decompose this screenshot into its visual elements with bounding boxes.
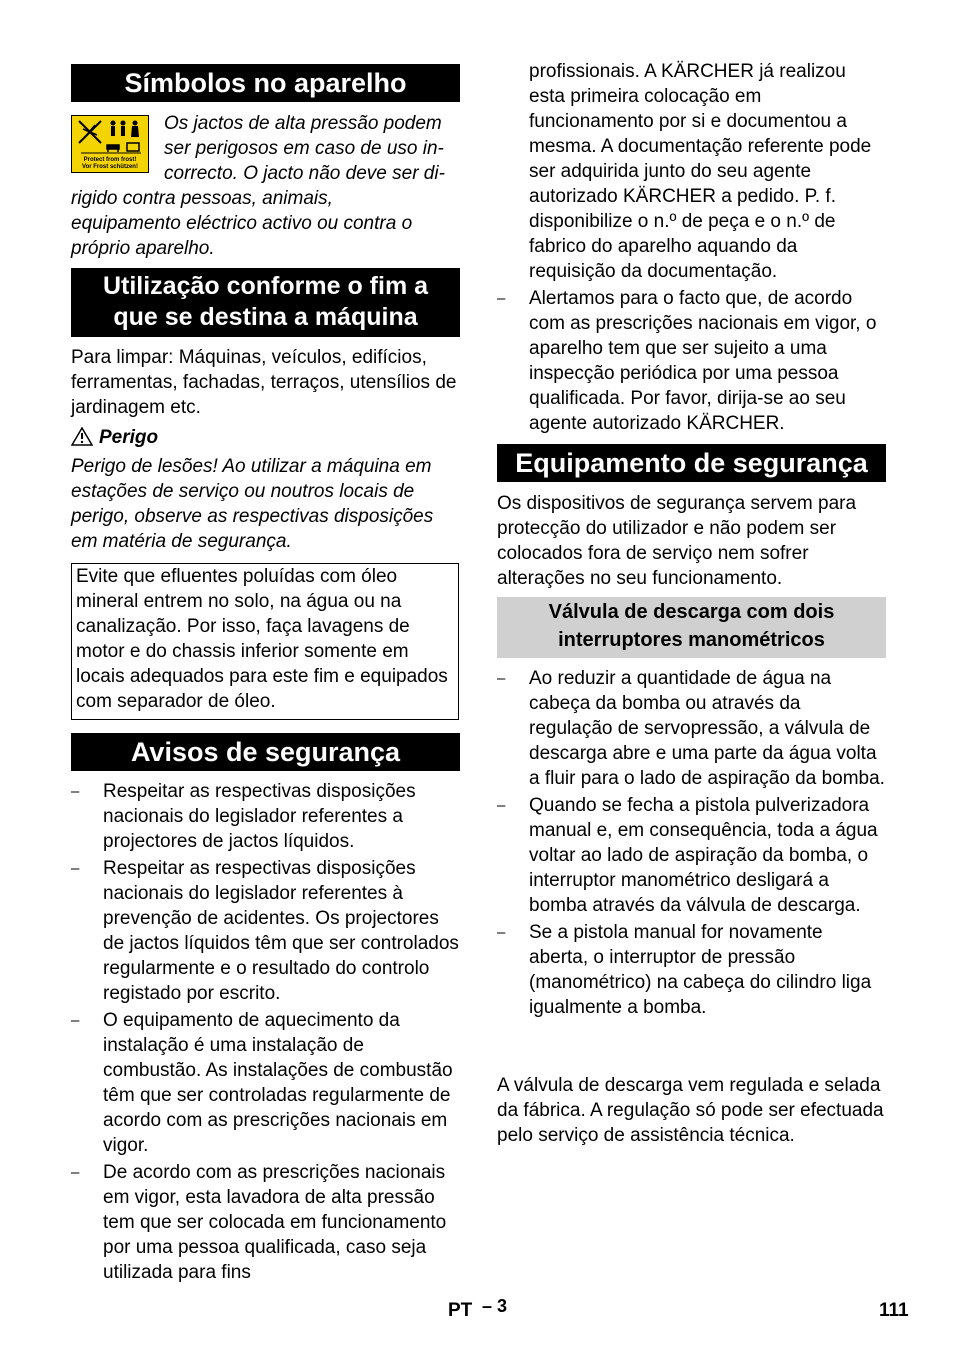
symbols-text-line-6: próprio aparelho. [71,238,215,259]
valve-heading-line-2: interruptores manométricos [558,629,825,651]
continuation-list [497,286,886,438]
valve-heading [497,597,886,658]
list-item: – Respeitar as respectivas disposições nacionais do legislador referentes à prevenção de acidentes. Os projectores de jactos líquidos têm que ser controlados regularmente e o resultado do controlo registado por escrito. [71,856,460,1006]
valve-heading-line-1: Válvula de descarga com dois [548,601,835,623]
symbols-text-line-2: ser perigosos em caso de uso in- [164,138,444,159]
list-item: – Quando se fecha a pistola pulverizadora manual e, em consequência, toda a água voltar ao lado de aspiração da bomba, o interruptor manométrico desligará a bomba através da válvula de descarga. [497,793,886,918]
usage-heading-line-2: que se destina a máquina [113,303,418,331]
footer-page-section: – 3 [482,1296,508,1316]
symbols-text-line-5: equipamento eléctrico activo ou contra o [71,213,413,234]
footer-lang: PT [448,1300,473,1321]
environment-note-box [71,563,459,720]
svg-text:Protect from frost!: Protect from frost! [83,157,137,163]
svg-text:Vor Frost schützen!: Vor Frost schützen! [82,164,138,170]
list-item: – Se a pistola manual for novamente aberta, o interruptor de pressão (manométrico) na cabeça do cilindro liga igualmente a bomba. [497,920,886,1020]
usage-heading-line-1: Utilização conforme o fim a [102,272,429,300]
valve-text: A válvula de descarga vem regulada e selada da fábrica. A regulação só pode ser efectuada pelo serviço de assistência técnica. [497,1075,884,1146]
list-item: – O equipamento de aquecimento da instalação é uma instalação de combustão. As instalações de combustão têm que ser controladas regularmente de acordo com as prescrições nacionais em vigor. [71,1008,460,1158]
usage-heading [71,268,460,337]
environment-note-text: Evite que efluentes poluídas com óleo mineral entrem no solo, na água ou na canalização. Por isso, faça lavagens de motor e do chassis inferior somente em locais adequados para este fim e equipados com separador de óleo. [76,566,448,712]
danger-text: Perigo de lesões! Ao utilizar a máquina em estações de serviço ou noutros locais de perigo, observe as respectivas disposições em matéria de segurança. [71,456,434,552]
high-pressure-warning-sticker-icon [71,115,149,173]
usage-text: Para limpar: Máquinas, veículos, edifícios, ferramentas, fachadas, terraços, utensílios de jardinagem etc. [71,347,457,418]
continuation-text: profissionais. A KÄRCHER já realizou esta primeira colocação em funcionamento por si e documentou a mesma. A documentação referente pode ser adquirida junto do seu agente autorizado KÄRCHER a pedido. P. f. disponibilize o n.º de peça e o n.º de fabrico do aparelho aquando da requisição da documentação. [529,61,872,282]
equipment-heading: Equipamento de segurança [497,444,886,482]
valve-list [497,666,886,1022]
safety-list [71,779,460,1287]
equipment-text: Os dispositivos de segurança servem para protecção do utilizador e não podem ser colocados fora de serviço nem sofrer alterações no seu funcionamento. [497,493,857,589]
safety-heading: Avisos de segurança [71,733,460,771]
list-item: – De acordo com as prescrições nacionais em vigor, esta lavadora de alta pressão tem que ser colocada em funcionamento por uma pessoa qualificada, caso seja utilizada para fins [71,1160,460,1285]
symbols-text-line-3: correcto. O jacto não deve ser di- [164,163,445,184]
symbols-heading: Símbolos no aparelho [71,64,460,102]
footer-page-number: 111 [879,1300,909,1321]
danger-label-row [71,425,158,450]
symbols-text-line-4: rigido contra pessoas, animais, [71,188,333,209]
danger-label: Perigo [99,427,159,448]
warning-triangle-icon [71,427,93,446]
list-item: – Respeitar as respectivas disposições nacionais do legislador referentes a projectores de jactos líquidos. [71,779,460,854]
list-item: – Ao reduzir a quantidade de água na cabeça da bomba ou através da regulação de servopressão, a válvula de descarga abre e uma parte da água volta a fluir para o lado de aspiração da bomba. [497,666,886,791]
symbols-text-line-1: Os jactos de alta pressão podem [164,113,442,134]
list-item: – Alertamos para o facto que, de acordo com as prescrições nacionais em vigor, o aparelho tem que ser sujeito a uma inspecção periódica por uma pessoa qualificada. Por favor, dirija-se ao seu agente autorizado KÄRCHER. [497,286,886,436]
